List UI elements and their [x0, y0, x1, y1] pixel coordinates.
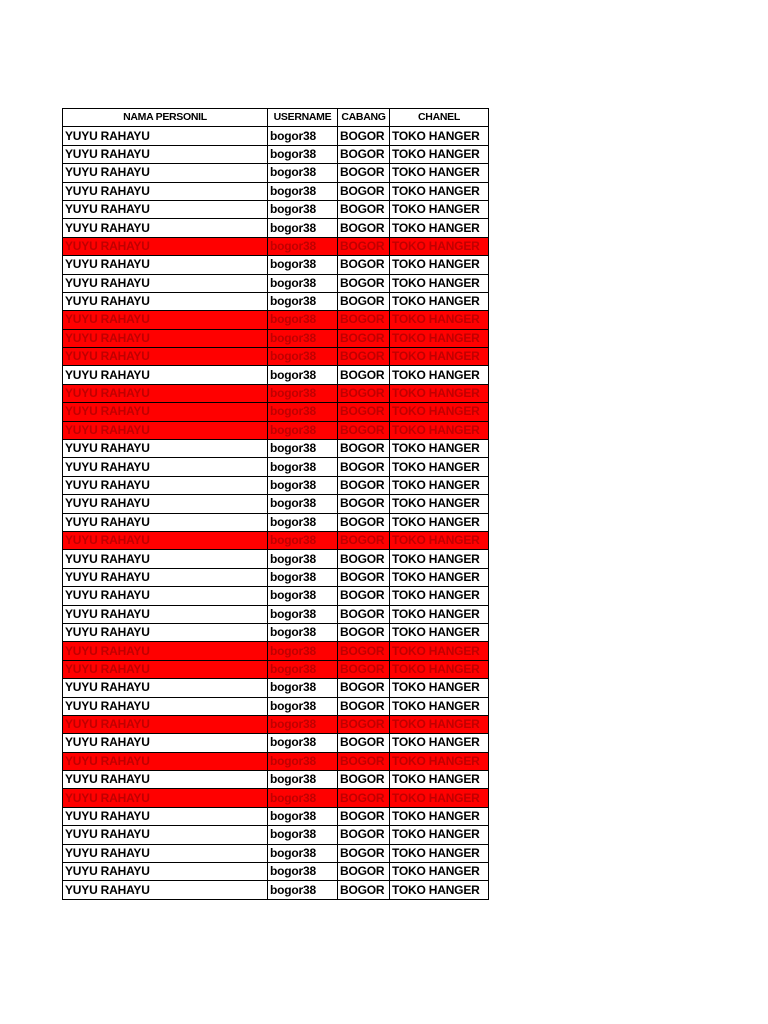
- cell-chanel: TOKO HANGER: [390, 642, 489, 660]
- cell-cabang: BOGOR: [338, 623, 390, 641]
- cell-chanel: TOKO HANGER: [390, 568, 489, 586]
- cell-cabang: BOGOR: [338, 274, 390, 292]
- cell-cabang: BOGOR: [338, 771, 390, 789]
- cell-chanel: TOKO HANGER: [390, 164, 489, 182]
- cell-username: bogor38: [268, 568, 338, 586]
- table-row-highlighted: [63, 421, 489, 439]
- cell-cabang: BOGOR: [338, 863, 390, 881]
- cell-nama-personil: YUYU RAHAYU: [63, 697, 268, 715]
- cell-chanel: TOKO HANGER: [390, 274, 489, 292]
- table-row: [63, 164, 489, 182]
- cell-nama-personil: YUYU RAHAYU: [63, 826, 268, 844]
- header-username: USERNAME: [268, 109, 338, 127]
- cell-nama-personil: YUYU RAHAYU: [63, 292, 268, 310]
- cell-nama-personil: YUYU RAHAYU: [63, 550, 268, 568]
- cell-username: bogor38: [268, 458, 338, 476]
- cell-cabang: BOGOR: [338, 789, 390, 807]
- cell-nama-personil: YUYU RAHAYU: [63, 863, 268, 881]
- cell-nama-personil: YUYU RAHAYU: [63, 881, 268, 899]
- cell-username: bogor38: [268, 164, 338, 182]
- cell-nama-personil: YUYU RAHAYU: [63, 219, 268, 237]
- cell-chanel: TOKO HANGER: [390, 127, 489, 145]
- cell-chanel: TOKO HANGER: [390, 844, 489, 862]
- cell-username: bogor38: [268, 771, 338, 789]
- cell-chanel: TOKO HANGER: [390, 200, 489, 218]
- cell-username: bogor38: [268, 807, 338, 825]
- cell-username: bogor38: [268, 329, 338, 347]
- cell-username: bogor38: [268, 366, 338, 384]
- cell-cabang: BOGOR: [338, 237, 390, 255]
- cell-chanel: TOKO HANGER: [390, 311, 489, 329]
- cell-cabang: BOGOR: [338, 384, 390, 402]
- cell-username: bogor38: [268, 421, 338, 439]
- cell-chanel: TOKO HANGER: [390, 256, 489, 274]
- table-row: [63, 440, 489, 458]
- cell-nama-personil: YUYU RAHAYU: [63, 679, 268, 697]
- cell-cabang: BOGOR: [338, 292, 390, 310]
- table-row: [63, 366, 489, 384]
- cell-chanel: TOKO HANGER: [390, 384, 489, 402]
- cell-cabang: BOGOR: [338, 642, 390, 660]
- cell-chanel: TOKO HANGER: [390, 421, 489, 439]
- cell-cabang: BOGOR: [338, 752, 390, 770]
- cell-username: bogor38: [268, 292, 338, 310]
- cell-chanel: TOKO HANGER: [390, 605, 489, 623]
- cell-chanel: TOKO HANGER: [390, 513, 489, 531]
- cell-chanel: TOKO HANGER: [390, 697, 489, 715]
- cell-nama-personil: YUYU RAHAYU: [63, 568, 268, 586]
- cell-chanel: TOKO HANGER: [390, 531, 489, 549]
- cell-chanel: TOKO HANGER: [390, 623, 489, 641]
- cell-username: bogor38: [268, 734, 338, 752]
- table-row: [63, 605, 489, 623]
- table-row: [63, 495, 489, 513]
- table-row: [63, 458, 489, 476]
- cell-username: bogor38: [268, 256, 338, 274]
- cell-cabang: BOGOR: [338, 881, 390, 899]
- cell-cabang: BOGOR: [338, 458, 390, 476]
- cell-nama-personil: YUYU RAHAYU: [63, 807, 268, 825]
- cell-cabang: BOGOR: [338, 311, 390, 329]
- cell-cabang: BOGOR: [338, 697, 390, 715]
- cell-nama-personil: YUYU RAHAYU: [63, 200, 268, 218]
- cell-chanel: TOKO HANGER: [390, 476, 489, 494]
- cell-username: bogor38: [268, 550, 338, 568]
- cell-nama-personil: YUYU RAHAYU: [63, 642, 268, 660]
- table-row: [63, 182, 489, 200]
- cell-cabang: BOGOR: [338, 145, 390, 163]
- cell-cabang: BOGOR: [338, 826, 390, 844]
- cell-cabang: BOGOR: [338, 348, 390, 366]
- cell-nama-personil: YUYU RAHAYU: [63, 311, 268, 329]
- cell-nama-personil: YUYU RAHAYU: [63, 495, 268, 513]
- cell-nama-personil: YUYU RAHAYU: [63, 237, 268, 255]
- cell-username: bogor38: [268, 182, 338, 200]
- cell-chanel: TOKO HANGER: [390, 734, 489, 752]
- cell-username: bogor38: [268, 715, 338, 733]
- table-row: [63, 219, 489, 237]
- cell-cabang: BOGOR: [338, 200, 390, 218]
- cell-nama-personil: YUYU RAHAYU: [63, 256, 268, 274]
- cell-nama-personil: YUYU RAHAYU: [63, 844, 268, 862]
- cell-nama-personil: YUYU RAHAYU: [63, 403, 268, 421]
- table-row-highlighted: [63, 660, 489, 678]
- cell-username: bogor38: [268, 384, 338, 402]
- table-row-highlighted: [63, 403, 489, 421]
- cell-nama-personil: YUYU RAHAYU: [63, 513, 268, 531]
- cell-username: bogor38: [268, 752, 338, 770]
- cell-chanel: TOKO HANGER: [390, 881, 489, 899]
- table-row: [63, 256, 489, 274]
- table-row: [63, 771, 489, 789]
- cell-cabang: BOGOR: [338, 256, 390, 274]
- header-cabang: CABANG: [338, 109, 390, 127]
- cell-nama-personil: YUYU RAHAYU: [63, 182, 268, 200]
- cell-cabang: BOGOR: [338, 513, 390, 531]
- cell-username: bogor38: [268, 440, 338, 458]
- cell-chanel: TOKO HANGER: [390, 587, 489, 605]
- cell-nama-personil: YUYU RAHAYU: [63, 274, 268, 292]
- cell-username: bogor38: [268, 237, 338, 255]
- cell-cabang: BOGOR: [338, 495, 390, 513]
- spreadsheet-page: [62, 108, 488, 900]
- cell-chanel: TOKO HANGER: [390, 366, 489, 384]
- cell-cabang: BOGOR: [338, 734, 390, 752]
- cell-chanel: TOKO HANGER: [390, 458, 489, 476]
- cell-username: bogor38: [268, 863, 338, 881]
- cell-nama-personil: YUYU RAHAYU: [63, 329, 268, 347]
- cell-chanel: TOKO HANGER: [390, 219, 489, 237]
- cell-cabang: BOGOR: [338, 127, 390, 145]
- cell-cabang: BOGOR: [338, 587, 390, 605]
- table-row-highlighted: [63, 237, 489, 255]
- cell-username: bogor38: [268, 605, 338, 623]
- cell-nama-personil: YUYU RAHAYU: [63, 587, 268, 605]
- cell-chanel: TOKO HANGER: [390, 348, 489, 366]
- table-row: [63, 863, 489, 881]
- table-row: [63, 274, 489, 292]
- cell-chanel: TOKO HANGER: [390, 771, 489, 789]
- table-row-highlighted: [63, 752, 489, 770]
- table-row: [63, 697, 489, 715]
- table-row-highlighted: [63, 311, 489, 329]
- cell-username: bogor38: [268, 623, 338, 641]
- cell-nama-personil: YUYU RAHAYU: [63, 660, 268, 678]
- table-row: [63, 200, 489, 218]
- cell-chanel: TOKO HANGER: [390, 826, 489, 844]
- cell-cabang: BOGOR: [338, 660, 390, 678]
- cell-nama-personil: YUYU RAHAYU: [63, 752, 268, 770]
- cell-nama-personil: YUYU RAHAYU: [63, 384, 268, 402]
- cell-username: bogor38: [268, 145, 338, 163]
- cell-nama-personil: YUYU RAHAYU: [63, 421, 268, 439]
- cell-chanel: TOKO HANGER: [390, 660, 489, 678]
- cell-cabang: BOGOR: [338, 164, 390, 182]
- table-row-highlighted: [63, 531, 489, 549]
- cell-username: bogor38: [268, 200, 338, 218]
- header-chanel: CHANEL: [390, 109, 489, 127]
- personnel-table: [62, 108, 489, 900]
- table-row: [63, 844, 489, 862]
- table-row-highlighted: [63, 384, 489, 402]
- cell-username: bogor38: [268, 587, 338, 605]
- cell-username: bogor38: [268, 348, 338, 366]
- cell-nama-personil: YUYU RAHAYU: [63, 127, 268, 145]
- cell-cabang: BOGOR: [338, 679, 390, 697]
- cell-chanel: TOKO HANGER: [390, 440, 489, 458]
- cell-nama-personil: YUYU RAHAYU: [63, 366, 268, 384]
- cell-username: bogor38: [268, 495, 338, 513]
- cell-nama-personil: YUYU RAHAYU: [63, 531, 268, 549]
- cell-chanel: TOKO HANGER: [390, 292, 489, 310]
- table-row: [63, 623, 489, 641]
- cell-cabang: BOGOR: [338, 844, 390, 862]
- cell-chanel: TOKO HANGER: [390, 752, 489, 770]
- cell-cabang: BOGOR: [338, 715, 390, 733]
- cell-username: bogor38: [268, 826, 338, 844]
- table-row: [63, 734, 489, 752]
- cell-username: bogor38: [268, 660, 338, 678]
- header-row: [63, 109, 489, 127]
- cell-chanel: TOKO HANGER: [390, 403, 489, 421]
- cell-chanel: TOKO HANGER: [390, 329, 489, 347]
- cell-cabang: BOGOR: [338, 440, 390, 458]
- cell-username: bogor38: [268, 697, 338, 715]
- table-row: [63, 826, 489, 844]
- cell-chanel: TOKO HANGER: [390, 807, 489, 825]
- table-row: [63, 145, 489, 163]
- cell-username: bogor38: [268, 844, 338, 862]
- table-row: [63, 513, 489, 531]
- cell-username: bogor38: [268, 476, 338, 494]
- cell-chanel: TOKO HANGER: [390, 863, 489, 881]
- cell-username: bogor38: [268, 127, 338, 145]
- cell-nama-personil: YUYU RAHAYU: [63, 715, 268, 733]
- cell-chanel: TOKO HANGER: [390, 182, 489, 200]
- cell-chanel: TOKO HANGER: [390, 145, 489, 163]
- cell-cabang: BOGOR: [338, 403, 390, 421]
- cell-username: bogor38: [268, 881, 338, 899]
- table-row: [63, 881, 489, 899]
- cell-nama-personil: YUYU RAHAYU: [63, 789, 268, 807]
- cell-nama-personil: YUYU RAHAYU: [63, 623, 268, 641]
- cell-nama-personil: YUYU RAHAYU: [63, 605, 268, 623]
- table-row-highlighted: [63, 789, 489, 807]
- table-row: [63, 587, 489, 605]
- table-row-highlighted: [63, 348, 489, 366]
- cell-nama-personil: YUYU RAHAYU: [63, 771, 268, 789]
- cell-username: bogor38: [268, 679, 338, 697]
- cell-chanel: TOKO HANGER: [390, 789, 489, 807]
- table-row: [63, 807, 489, 825]
- cell-nama-personil: YUYU RAHAYU: [63, 440, 268, 458]
- cell-cabang: BOGOR: [338, 531, 390, 549]
- table-body: [63, 127, 489, 899]
- cell-cabang: BOGOR: [338, 421, 390, 439]
- table-row: [63, 550, 489, 568]
- cell-username: bogor38: [268, 642, 338, 660]
- cell-nama-personil: YUYU RAHAYU: [63, 458, 268, 476]
- cell-nama-personil: YUYU RAHAYU: [63, 145, 268, 163]
- cell-chanel: TOKO HANGER: [390, 679, 489, 697]
- header-nama-personil: NAMA PERSONIL: [63, 109, 268, 127]
- table-row: [63, 679, 489, 697]
- cell-nama-personil: YUYU RAHAYU: [63, 164, 268, 182]
- table-row: [63, 127, 489, 145]
- cell-cabang: BOGOR: [338, 366, 390, 384]
- cell-nama-personil: YUYU RAHAYU: [63, 348, 268, 366]
- table-row: [63, 292, 489, 310]
- cell-chanel: TOKO HANGER: [390, 550, 489, 568]
- table-row-highlighted: [63, 329, 489, 347]
- cell-username: bogor38: [268, 274, 338, 292]
- cell-nama-personil: YUYU RAHAYU: [63, 476, 268, 494]
- cell-username: bogor38: [268, 403, 338, 421]
- cell-username: bogor38: [268, 531, 338, 549]
- table-row: [63, 476, 489, 494]
- cell-username: bogor38: [268, 789, 338, 807]
- cell-cabang: BOGOR: [338, 807, 390, 825]
- cell-cabang: BOGOR: [338, 550, 390, 568]
- cell-cabang: BOGOR: [338, 476, 390, 494]
- cell-cabang: BOGOR: [338, 182, 390, 200]
- table-row-highlighted: [63, 642, 489, 660]
- cell-cabang: BOGOR: [338, 329, 390, 347]
- cell-nama-personil: YUYU RAHAYU: [63, 734, 268, 752]
- table-row: [63, 568, 489, 586]
- cell-username: bogor38: [268, 311, 338, 329]
- cell-cabang: BOGOR: [338, 219, 390, 237]
- cell-username: bogor38: [268, 219, 338, 237]
- cell-cabang: BOGOR: [338, 605, 390, 623]
- table-row-highlighted: [63, 715, 489, 733]
- cell-username: bogor38: [268, 513, 338, 531]
- cell-chanel: TOKO HANGER: [390, 495, 489, 513]
- cell-chanel: TOKO HANGER: [390, 715, 489, 733]
- cell-chanel: TOKO HANGER: [390, 237, 489, 255]
- cell-cabang: BOGOR: [338, 568, 390, 586]
